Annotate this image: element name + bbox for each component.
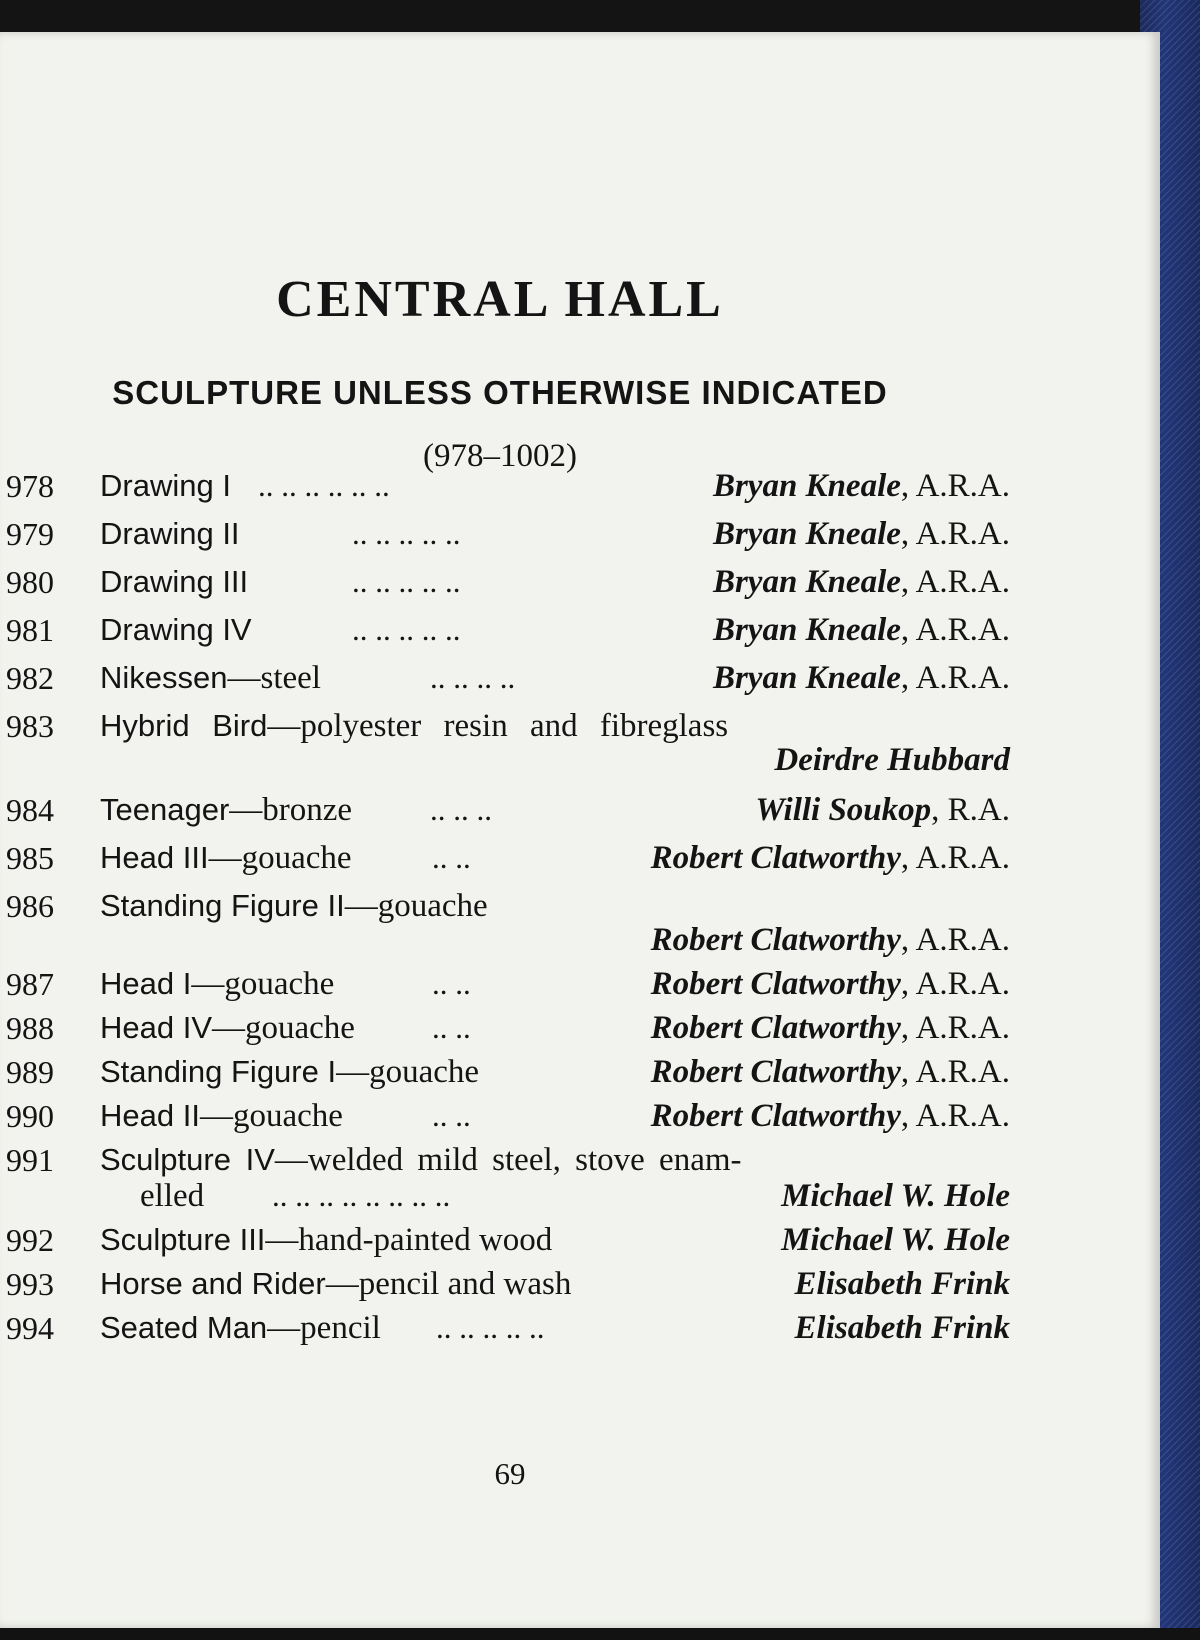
artist-name: Robert Clatworthy — [650, 966, 901, 1002]
entry-medium: —gouache — [336, 1054, 480, 1090]
artist-honours: , A.R.A. — [900, 1010, 1010, 1046]
entry-number: 988 — [6, 1010, 54, 1046]
dot-leader: .. .. — [432, 1098, 471, 1133]
artist-name: Michael W. Hole — [781, 1178, 1010, 1214]
entry-title: Drawing IV — [100, 612, 252, 647]
catalogue-entry — [0, 612, 1010, 652]
catalogue-entry — [0, 1142, 1010, 1182]
dot-leader: .. .. .. .. — [430, 660, 516, 695]
dot-leader: .. .. .. .. .. — [436, 1310, 545, 1345]
catalogue-entry-continuation — [0, 742, 1010, 782]
catalogue-entry — [0, 792, 1010, 832]
entry-medium: —hand-painted wood — [265, 1222, 553, 1258]
entry-title: Head I — [100, 966, 192, 1001]
catalogue-range: (978–1002) — [423, 438, 577, 474]
entry-medium: —gouache — [191, 966, 335, 1002]
book-bottom-edge — [0, 1628, 1200, 1640]
catalogue-entry — [0, 564, 1010, 604]
entry-title: Head IV — [100, 1010, 213, 1045]
artist-honours: , A.R.A. — [900, 660, 1010, 696]
page-title: CENTRAL HALL — [276, 271, 724, 328]
artist-name: Michael W. Hole — [781, 1222, 1010, 1258]
catalogue-entry — [0, 468, 1010, 508]
catalogue-entry — [0, 1310, 1010, 1350]
entry-title: Head III — [100, 840, 209, 875]
artist-honours: , R.A. — [931, 792, 1010, 828]
catalogue-page — [0, 32, 1160, 1628]
entry-number: 994 — [6, 1310, 54, 1346]
entry-number: 982 — [6, 660, 54, 696]
entry-medium: —bronze — [229, 792, 353, 828]
entry-number: 987 — [6, 966, 54, 1002]
entry-title: Sculpture IV — [100, 1142, 275, 1177]
entry-number: 989 — [6, 1054, 54, 1090]
entry-medium: —polyester resin and fibreglass — [267, 708, 729, 744]
artist-name: Willi Soukop — [755, 792, 932, 828]
entry-number: 993 — [6, 1266, 54, 1302]
artist-honours: , A.R.A. — [900, 564, 1010, 600]
catalogue-entry — [0, 1010, 1010, 1050]
dot-leader: .. .. — [432, 966, 471, 1001]
dot-leader: .. .. .. .. .. — [352, 612, 461, 647]
dot-leader: .. .. .. .. .. .. .. .. — [272, 1178, 451, 1213]
artist-name: Bryan Kneale — [712, 564, 901, 600]
entry-number: 979 — [6, 516, 54, 552]
entry-medium: —gouache — [212, 1010, 355, 1046]
entry-medium: —gouache — [344, 888, 488, 924]
entry-medium: —gouache — [208, 840, 352, 876]
entry-medium: —pencil — [267, 1310, 381, 1346]
entry-number: 980 — [6, 564, 54, 600]
artist-name: Bryan Kneale — [712, 516, 901, 552]
catalogue-entry — [0, 1098, 1010, 1138]
artist-name: Robert Clatworthy — [650, 1098, 901, 1134]
catalogue-entry — [0, 966, 1010, 1006]
entry-number: 983 — [6, 708, 54, 744]
entry-number: 992 — [6, 1222, 54, 1258]
entry-medium: —steel — [227, 660, 321, 696]
artist-name: Elisabeth Frink — [794, 1310, 1010, 1346]
entry-medium-continued: elled — [140, 1178, 205, 1214]
artist-name: Robert Clatworthy — [650, 1010, 901, 1046]
catalogue-entry — [0, 1054, 1010, 1094]
entry-title: Drawing II — [100, 516, 240, 551]
entry-number: 981 — [6, 612, 54, 648]
catalogue-entry — [0, 1222, 1010, 1262]
artist-honours: , A.R.A. — [900, 516, 1010, 552]
catalogue-entry — [0, 1266, 1010, 1306]
entry-title: Head II — [100, 1098, 200, 1133]
entry-number: 984 — [6, 792, 54, 828]
entry-medium: —welded mild steel, stove enam- — [274, 1142, 742, 1178]
catalogue-entry — [0, 516, 1010, 556]
entry-medium: —gouache — [199, 1098, 343, 1134]
entry-number: 990 — [6, 1098, 54, 1134]
artist-honours: , A.R.A. — [900, 922, 1010, 958]
entry-title: Teenager — [100, 792, 230, 827]
artist-name: Robert Clatworthy — [650, 1054, 901, 1090]
artist-name: Bryan Kneale — [712, 660, 901, 696]
artist-honours: , A.R.A. — [900, 1054, 1010, 1090]
artist-name: Bryan Kneale — [712, 468, 901, 504]
entry-title: Standing Figure I — [100, 1054, 337, 1089]
catalogue-entry-continuation — [0, 922, 1010, 962]
artist-name: Bryan Kneale — [712, 612, 901, 648]
entry-number: 991 — [6, 1142, 54, 1178]
dot-leader: .. .. .. — [430, 792, 492, 827]
dot-leader: .. .. .. .. .. — [352, 564, 461, 599]
entry-title: Nikessen — [100, 660, 228, 695]
entry-title: Standing Figure II — [100, 888, 345, 923]
artist-name: Robert Clatworthy — [650, 922, 901, 958]
entry-title: Drawing III — [100, 564, 249, 599]
artist-honours: , A.R.A. — [900, 468, 1010, 504]
entry-number: 986 — [6, 888, 54, 924]
artist-honours: , A.R.A. — [900, 966, 1010, 1002]
dot-leader: .. .. — [432, 1010, 471, 1045]
catalogue-entry-continuation — [0, 1178, 1010, 1218]
entry-title: Seated Man — [100, 1310, 268, 1345]
book-top-edge — [0, 0, 1200, 34]
dot-leader: .. .. .. .. .. .. — [258, 468, 390, 503]
dot-leader: .. .. — [432, 840, 471, 875]
dot-leader: .. .. .. .. .. — [352, 516, 461, 551]
catalogue-entry — [0, 840, 1010, 880]
entry-title: Horse and Rider — [100, 1266, 326, 1301]
entry-number: 978 — [6, 468, 54, 504]
catalogue-entry — [0, 660, 1010, 700]
artist-name: Robert Clatworthy — [650, 840, 901, 876]
entry-title: Hybrid Bird — [100, 708, 268, 743]
entry-medium: —pencil and wash — [325, 1266, 572, 1302]
artist-honours: , A.R.A. — [900, 840, 1010, 876]
artist-honours: , A.R.A. — [900, 1098, 1010, 1134]
entry-title: Sculpture III — [100, 1222, 266, 1257]
page-number: 69 — [494, 1456, 526, 1491]
entry-title: Drawing I — [100, 468, 231, 503]
section-subtitle: SCULPTURE UNLESS OTHERWISE INDICATED — [112, 374, 888, 411]
artist-name: Elisabeth Frink — [794, 1266, 1010, 1302]
entry-number: 985 — [6, 840, 54, 876]
artist-honours: , A.R.A. — [900, 612, 1010, 648]
artist-name: Deirdre Hubbard — [774, 742, 1010, 778]
